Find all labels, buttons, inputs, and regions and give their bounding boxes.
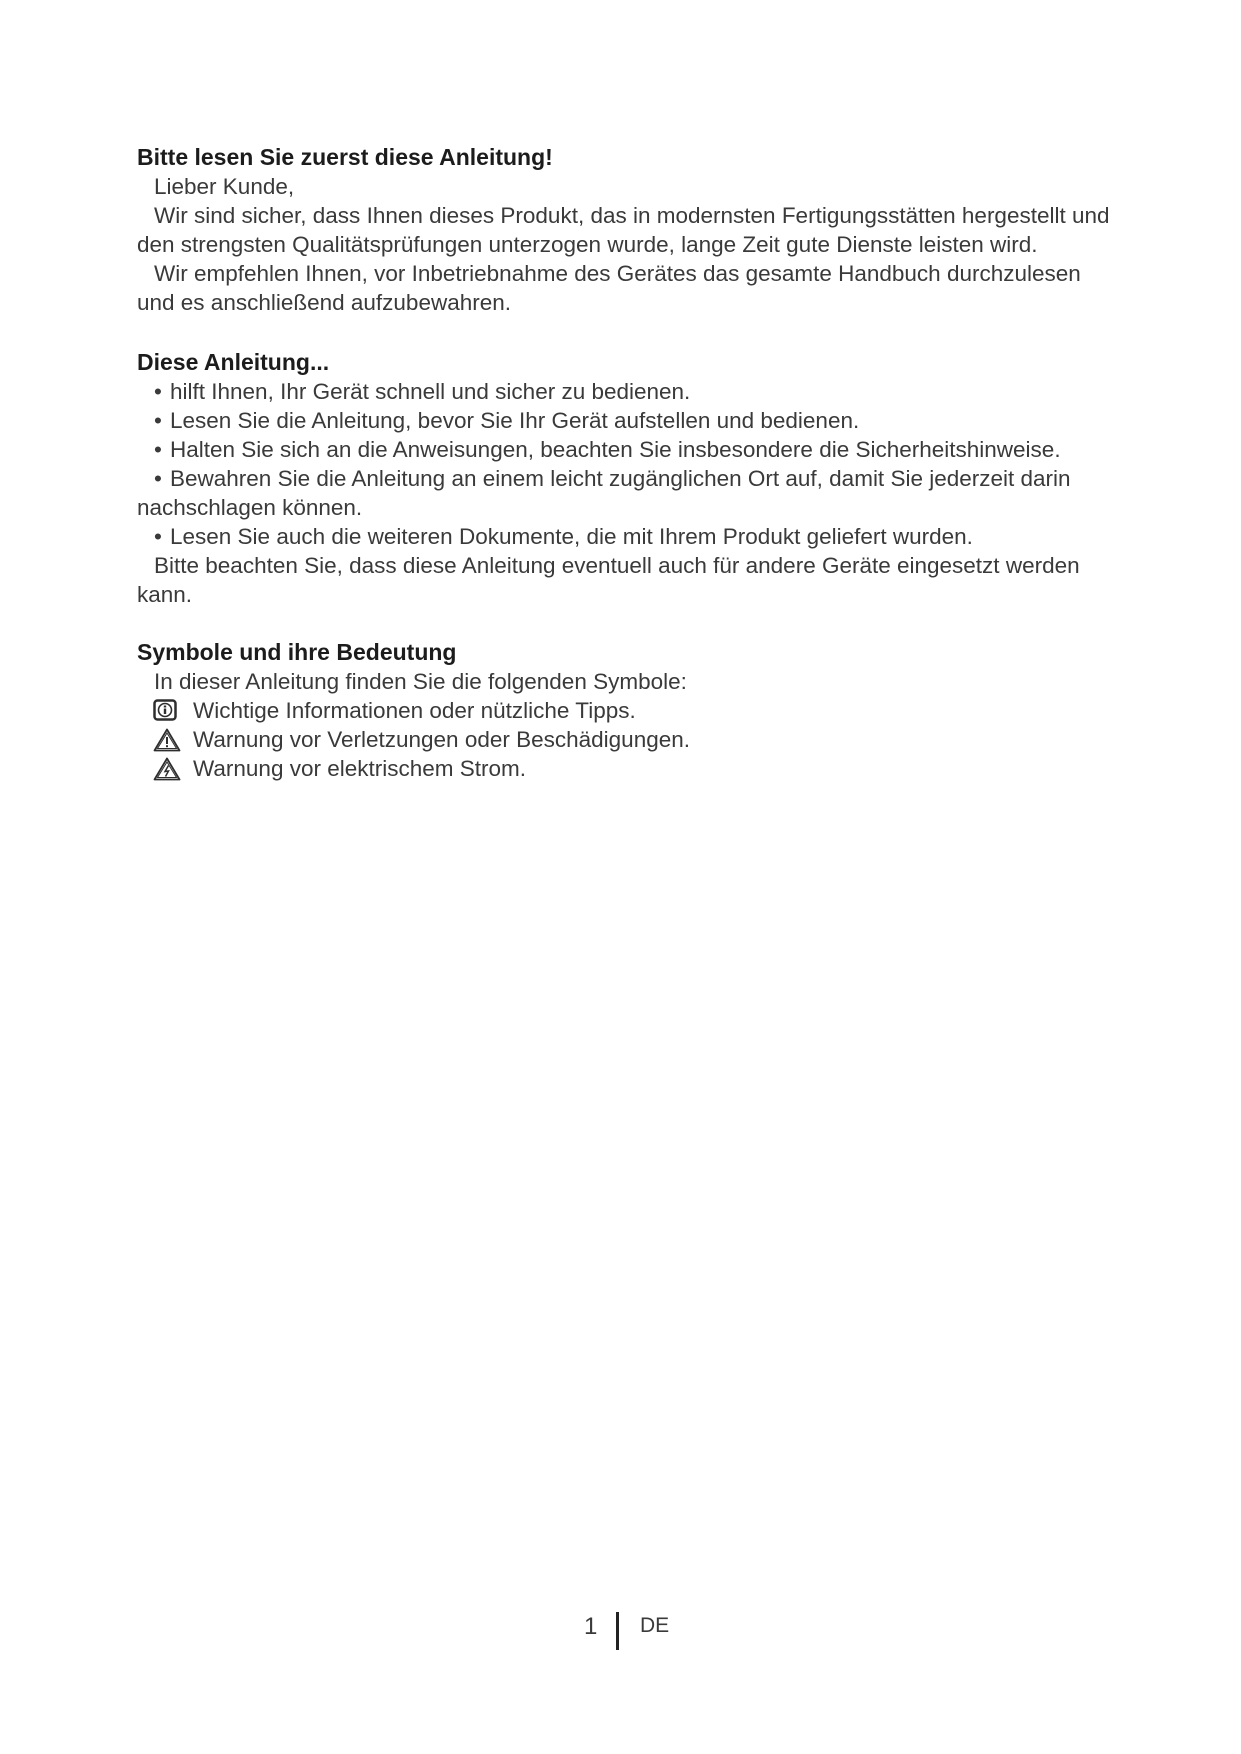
footer-divider — [616, 1612, 619, 1650]
section-symbols — [137, 638, 1117, 783]
bullet-icon: • — [154, 379, 162, 404]
note-paragraph: Bitte beachten Sie, dass diese Anleitung eventuell auch für andere Geräte eingesetzt werden kann. — [137, 553, 1080, 607]
section-heading: Diese Anleitung... — [137, 349, 330, 375]
list-item: • Lesen Sie die Anleitung, bevor Sie Ihr Gerät aufstellen und bedienen. — [137, 406, 1117, 435]
bullet-icon: • — [154, 437, 162, 462]
section-this-manual — [137, 348, 1117, 609]
language-code: DE — [640, 1614, 670, 1637]
symbols-intro: In dieser Anleitung finden Sie die folgenden Symbole: — [154, 669, 687, 694]
section-heading: Symbole und ihre Bedeutung — [137, 639, 457, 665]
page-footer — [0, 1612, 1241, 1652]
symbol-row — [137, 696, 1117, 725]
symbol-row — [137, 725, 1117, 754]
list-item: • Halten Sie sich an die Anweisungen, beachten Sie insbesondere die Sicherheitshinweise. — [137, 435, 1117, 464]
bullet-icon: • — [154, 466, 162, 491]
page-number: 1 — [584, 1613, 598, 1640]
symbol-row — [137, 754, 1117, 783]
info-icon — [153, 699, 181, 723]
salutation: Lieber Kunde, — [154, 174, 295, 199]
symbol-description: Warnung vor elektrischem Strom. — [193, 756, 527, 781]
list-item: • hilft Ihnen, Ihr Gerät schnell und sicher zu bedienen. — [137, 377, 1117, 406]
warning-icon — [153, 728, 181, 752]
bullet-icon: • — [154, 524, 162, 549]
electric-warning-icon — [153, 757, 181, 781]
list-item: • Bewahren Sie die Anleitung an einem leicht zugänglichen Ort auf, damit Sie jederzeit darin nachschlagen können. — [137, 466, 1071, 520]
section-read-first — [137, 143, 1117, 317]
bullet-icon: • — [154, 408, 162, 433]
list-item: • Lesen Sie auch die weiteren Dokumente, die mit Ihrem Produkt geliefert wurden. — [137, 522, 1117, 551]
symbol-description: Wichtige Informationen oder nützliche Tipps. — [193, 698, 636, 723]
intro-paragraph: Wir sind sicher, dass Ihnen dieses Produkt, das in modernsten Fertigungsstätten hergestellt und den strengsten Qualitätsprüfungen unterzogen wurde, lange Zeit gute Dienste leisten wird. — [137, 203, 1110, 257]
symbol-description: Warnung vor Verletzungen oder Beschädigungen. — [193, 727, 690, 752]
section-heading: Bitte lesen Sie zuerst diese Anleitung! — [137, 144, 553, 170]
recommendation-paragraph: Wir empfehlen Ihnen, vor Inbetriebnahme des Gerätes das gesamte Handbuch durchzulesen und es anschließend aufzubewahren. — [137, 261, 1081, 315]
